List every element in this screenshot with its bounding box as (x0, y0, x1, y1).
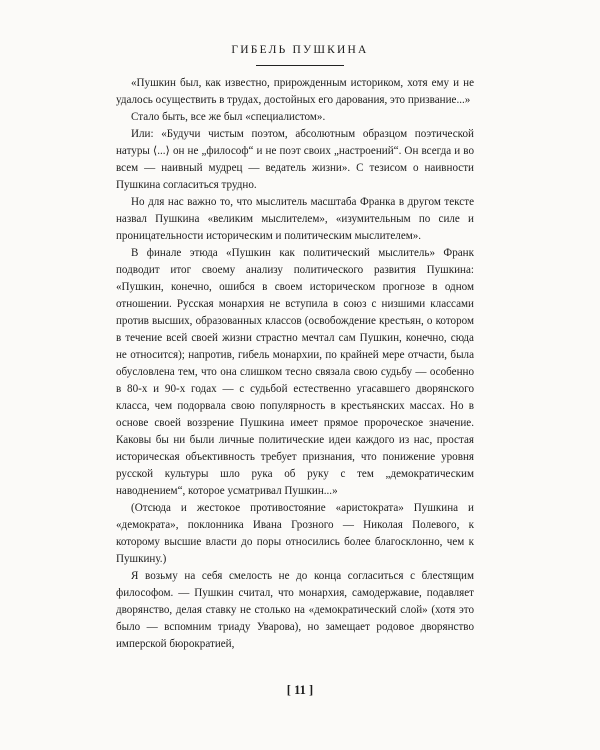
paragraph: (Отсюда и жестокое противостояние «аристократа» Пушкина и «демократа», поклонника Ивана Грозного — Николая Полевого, к которому высшие власти до поры относились более благосклонно, чем к Пушкину.) (116, 502, 474, 565)
body-text (116, 75, 474, 653)
paragraph: Или: «Будучи чистым поэтом, абсолютным образцом поэтической натуры ⟨...⟩ он не „философ“ и не поэт своих „настроений“. Он всегда и во всем — наивный мудрец — ведатель жизни». С тезисом о наивности Пушкина согласиться трудно. (116, 128, 474, 191)
page-number: [ 11 ] (286, 683, 314, 697)
paragraph: Стало быть, все же был «специалистом». (131, 111, 326, 123)
paragraph: Я возьму на себя смелость не до конца согласиться с блестящим философом. — Пушкин считал, что монархия, самодержавие, подавляет дворянство, делая ставку не столько на «демократический слой» (хотя это было — вспомним триаду Уварова), но замещает родовое дворянство имперской бюрократией, (116, 570, 474, 650)
header-rule (256, 65, 344, 66)
paragraph: «Пушкин был, как известно, прирожденным историком, хотя ему и не удалось осуществить в трудах, достойных его дарования, это призвание...» (116, 77, 474, 106)
paragraph: Но для нас важно то, что мыслитель масштаба Франка в другом тексте назвал Пушкина «великим мыслителем», «изумительным по силе и проницательности историческим и политическим мыслителем». (116, 196, 474, 242)
running-head: ГИБЕЛЬ ПУШКИНА (231, 44, 369, 56)
paragraph: В финале этюда «Пушкин как политический мыслитель» Франк подводит итог своему анализу политического развития Пушкина: «Пушкин, конечно, ошибся в своем историческом прогнозе в одном отношении. Русская монархия не вступила в союз с низшими классами против высших, образованных классов (освобождение крестьян, о котором в течение всей своей жизни страстно мечтал сам Пушкин, конечно, сюда не относится); напротив, гибель монархии, по крайней мере отчасти, была обусловлена тем, что она слишком тесно связала свою судьбу — особенно в 80-х и 90-х годах — с судьбой естественно угасавшего дворянского класса, чем подорвала свою популярность в крестьянских массах. Но в основе своей воззрение Пушкина имеет прямое пророческое значение. Каковы бы ни были личные политические идеи каждого из нас, простая историческая объективность требует признания, что понижение уровня русской культуры шло рука об руку с тем „демократическим наводнением“, которое усматривал Пушкин...» (116, 247, 474, 497)
